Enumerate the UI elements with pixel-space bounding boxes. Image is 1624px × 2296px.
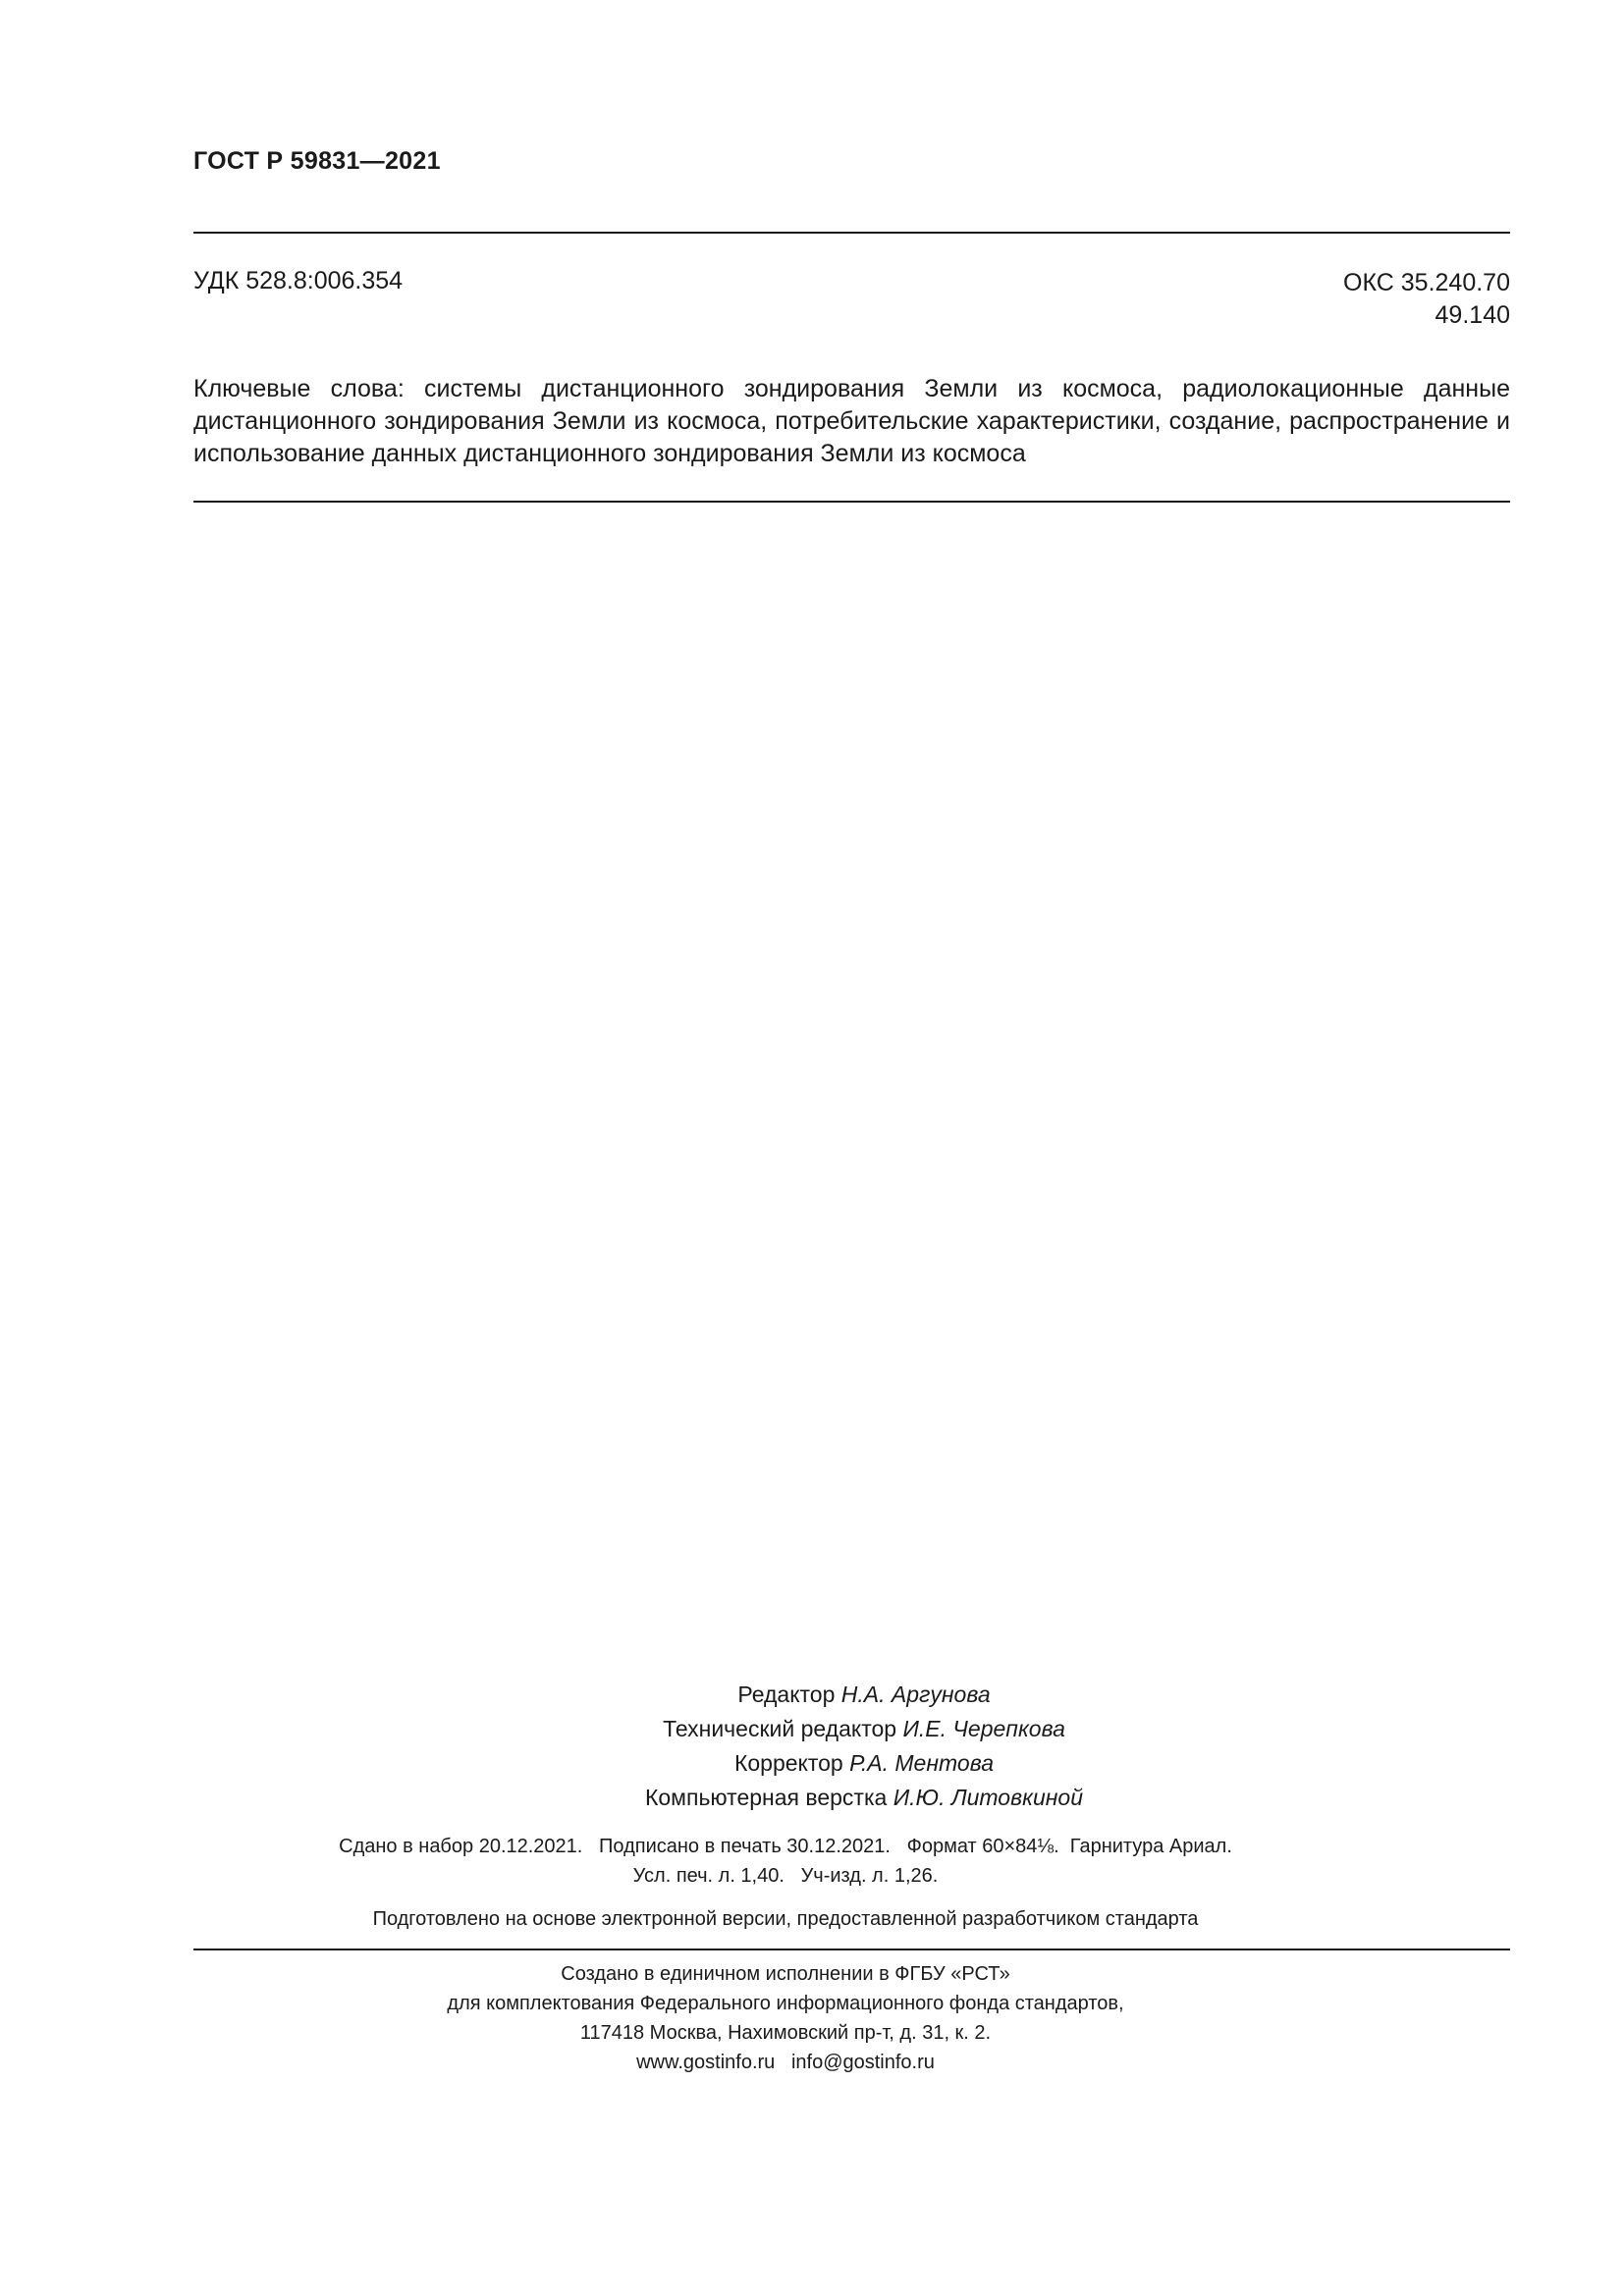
publisher-line-1: Создано в единичном исполнении в ФГБУ «РСТ» [561, 1963, 1010, 1985]
document-code: ГОСТ Р 59831—2021 [193, 147, 441, 175]
top-divider [193, 232, 1510, 234]
prepared-note: Подготовлено на основе электронной версии, предоставленной разработчиком стандарта [372, 1908, 1199, 1930]
credit-tech-editor [550, 1712, 1178, 1746]
credit-name: Н.А. Аргунова [840, 1682, 991, 1707]
credit-name: И.Е. Черепкова [902, 1716, 1065, 1741]
print-info-line-1: Сдано в набор 20.12.2021. Подписано в печать 30.12.2021. Формат 60×84⅛. Гарнитура Ариал. [339, 1836, 1232, 1857]
publisher-line-4: www.gostinfo.ru info@gostinfo.ru [636, 2052, 935, 2073]
oks-code-line-1: ОКС 35.240.70 [1343, 269, 1510, 296]
credit-role: Корректор [733, 1750, 850, 1776]
bottom-divider [193, 1949, 1510, 1950]
credits-block [550, 1678, 1178, 1815]
print-info-block [295, 1832, 1276, 1891]
credit-name: Р.А. Ментова [849, 1750, 994, 1776]
credit-editor [550, 1678, 1178, 1712]
publisher-line-2: для комплектования Федерального информационного фонда стандартов, [447, 1993, 1124, 2014]
oks-code-line-2: 49.140 [1435, 301, 1510, 329]
keywords-divider [193, 501, 1510, 503]
udk-code: УДК 528.8:006.354 [193, 267, 404, 294]
credit-role: Редактор [737, 1682, 841, 1707]
credit-role: Компьютерная верстка [644, 1785, 893, 1810]
keywords-paragraph: Ключевые слова: системы дистанционного зондирования Земли из космоса, радиолокационные данные дистанционного зондирования Земли из космоса, потребительские характеристики, создание, распространение и использование данных дистанционного зондирования Земли из космоса [193, 375, 1510, 467]
oks-codes [1343, 267, 1510, 332]
credit-name: И.Ю. Литовкиной [893, 1785, 1083, 1810]
publisher-block [295, 1959, 1276, 2077]
credit-role: Технический редактор [663, 1716, 903, 1741]
print-info-line-2: Усл. печ. л. 1,40. Уч-изд. л. 1,26. [632, 1865, 939, 1887]
credit-layout [550, 1781, 1178, 1815]
publisher-line-3: 117418 Москва, Нахимовский пр-т, д. 31, к. 2. [579, 2022, 992, 2044]
credit-proofreader [550, 1746, 1178, 1781]
